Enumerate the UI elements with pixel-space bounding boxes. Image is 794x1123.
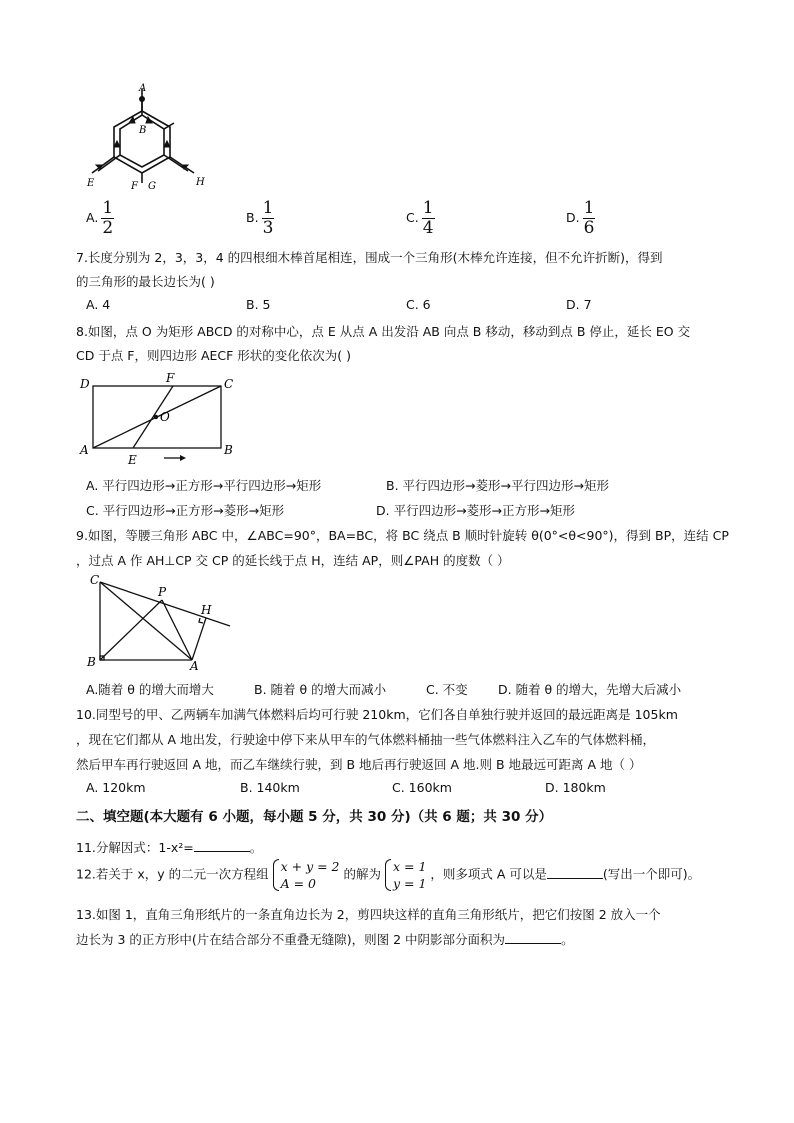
- fig9-label-p: P: [158, 585, 167, 599]
- solution-system: [385, 858, 426, 892]
- q9-stem-line1: 9.如图，等腰三角形 ABC 中，∠ABC=90°，BA=BC，将 BC 绕点 B 顺时针旋转 θ(0°<θ<90°)，得到 BP，连结 CP: [76, 528, 729, 543]
- q6-option-d: [566, 200, 595, 237]
- q7-stem-line1: 7.长度分别为 2，3，3，4 的四根细木棒首尾相连，围成一个三角形(木棒允许连接，但不允许折断)，得到: [76, 250, 663, 265]
- q6-option-c: [406, 200, 435, 237]
- q9-option-a: A.随着 θ 的增大而增大: [86, 682, 214, 697]
- q11-line: [76, 838, 262, 856]
- equation-row: x = 1: [393, 859, 427, 874]
- fig6-label-b: B: [139, 125, 147, 136]
- fig8-label-o: O: [160, 410, 170, 424]
- numerator: 1: [262, 198, 274, 218]
- q6-option-letter: D.: [566, 210, 580, 225]
- q9-option-d: D. 随着 θ 的增大，先增大后减小: [498, 682, 682, 697]
- answer-blank[interactable]: [505, 931, 561, 944]
- q10-option-c: C. 160km: [392, 780, 452, 795]
- denominator: 6: [583, 218, 595, 238]
- fig9-label-a: A: [190, 659, 199, 672]
- q8-stem-line2: CD 于点 F，则四边形 AECF 形状的变化依次为( ): [76, 348, 352, 363]
- q6-option-letter: A.: [86, 210, 99, 225]
- q10-stem-line1: 10.同型号的甲、乙两辆车加满气体燃料后均可行驶 210km，它们各自单独行驶并返回的最远距离是 105km: [76, 707, 678, 722]
- fig9-label-h: H: [201, 603, 212, 617]
- section-heading: 二、填空题(本大题有 6 小题，每小题 5 分，共 30 分)（共 6 题；共 30 分）: [76, 809, 553, 825]
- answer-blank[interactable]: [194, 839, 250, 852]
- q6-figure: [82, 83, 212, 193]
- q6-option-a: [86, 200, 114, 237]
- fraction: [583, 200, 596, 237]
- fig8-label-c: C: [224, 377, 234, 391]
- fig8-label-d: D: [80, 377, 90, 391]
- fig6-label-e: E: [87, 178, 95, 189]
- fraction: [262, 200, 275, 237]
- q10-option-a: A. 120km: [86, 780, 146, 795]
- q12-middle: 的解为: [343, 866, 382, 882]
- q10-stem-line2: ，现在它们都从 A 地出发，行驶途中停下来从甲车的气体燃料桶抽一些气体燃料注入乙车的气体燃料桶，: [76, 732, 655, 747]
- q8-stem-line1: 8.如图，点 O 为矩形 ABCD 的对称中心，点 E 从点 A 出发沿 AB 向点 B 移动，移动到点 B 停止，延长 EO 交: [76, 324, 691, 339]
- q10-option-d: D. 180km: [545, 780, 606, 795]
- q6-option-b: [246, 200, 274, 237]
- q8-option-d: D. 平行四边形→菱形→正方形→矩形: [376, 503, 575, 518]
- numerator: 1: [583, 198, 595, 218]
- q6-option-letter: B.: [246, 210, 259, 225]
- fig9-label-c: C: [90, 573, 100, 587]
- q7-option-a: A. 4: [86, 297, 111, 312]
- q8-option-a: A. 平行四边形→正方形→平行四边形→矩形: [86, 478, 322, 493]
- q7-option-d: D. 7: [566, 297, 592, 312]
- numerator: 1: [102, 198, 114, 218]
- fraction: [101, 200, 114, 237]
- equation-row: A = 0: [280, 876, 317, 891]
- fig8-label-f: F: [166, 371, 175, 385]
- q13-stem-line1: 13.如图 1，直角三角形纸片的一条直角边长为 2，剪四块这样的直角三角形纸片，把它们按图 2 放入一个: [76, 907, 661, 922]
- q8-figure: [76, 368, 246, 470]
- equation-system: [273, 858, 340, 892]
- q8-option-c: C. 平行四边形→正方形→菱形→矩形: [86, 503, 285, 518]
- denominator: 3: [262, 218, 274, 238]
- q9-stem-line2: ，过点 A 作 AH⊥CP 交 CP 的延长线于点 H，连结 AP，则∠PAH 的度数（ ）: [76, 553, 510, 568]
- fig8-label-a: A: [80, 443, 89, 457]
- q13-prefix: 边长为 3 的正方形中(片在结合部分不重叠无缝隙)，则图 2 中阴影部分面积为: [76, 932, 506, 947]
- fig6-label-g: G: [148, 181, 156, 192]
- q10-option-b: B. 140km: [240, 780, 300, 795]
- q13-suffix: 。: [561, 932, 574, 947]
- fraction: [422, 200, 435, 237]
- q13-stem-line2: [76, 930, 574, 948]
- q9-figure: [82, 572, 242, 672]
- q12-prefix: 12.若关于 x，y 的二元一次方程组: [76, 866, 269, 882]
- fig6-label-f: F: [131, 181, 138, 192]
- fig8-label-b: B: [224, 443, 233, 457]
- q12-line: [76, 858, 700, 892]
- q12-suffix1: ，则多项式 A 可以是: [430, 866, 547, 882]
- q11-prefix: 11.分解因式：1-x²=: [76, 840, 194, 855]
- fig8-label-e: E: [128, 453, 137, 467]
- fig6-label-a: A: [139, 83, 147, 94]
- answer-blank[interactable]: [547, 866, 603, 879]
- q7-option-b: B. 5: [246, 297, 271, 312]
- fig9-label-b: B: [87, 655, 96, 669]
- q8-option-b: B. 平行四边形→菱形→平行四边形→矩形: [386, 478, 609, 493]
- q9-option-b: B. 随着 θ 的增大而减小: [254, 682, 387, 697]
- denominator: 2: [102, 218, 114, 238]
- q9-option-c: C. 不变: [426, 682, 468, 697]
- q7-stem-line2: 的三角形的最长边长为( ): [76, 274, 215, 289]
- q10-stem-line3: 然后甲车再行驶返回 A 地，而乙车继续行驶，到 B 地后再行驶返回 A 地.则 B 地最远可距离 A 地（ ）: [76, 757, 642, 772]
- equation-row: x + y = 2: [280, 859, 340, 874]
- equation-row: y = 1: [393, 876, 427, 891]
- fig6-label-h: H: [196, 177, 205, 188]
- numerator: 1: [422, 198, 434, 218]
- q6-option-letter: C.: [406, 210, 419, 225]
- denominator: 4: [422, 218, 434, 238]
- q11-suffix: 。: [249, 840, 263, 855]
- q12-suffix2: (写出一个即可)。: [602, 866, 701, 882]
- q7-option-c: C. 6: [406, 297, 431, 312]
